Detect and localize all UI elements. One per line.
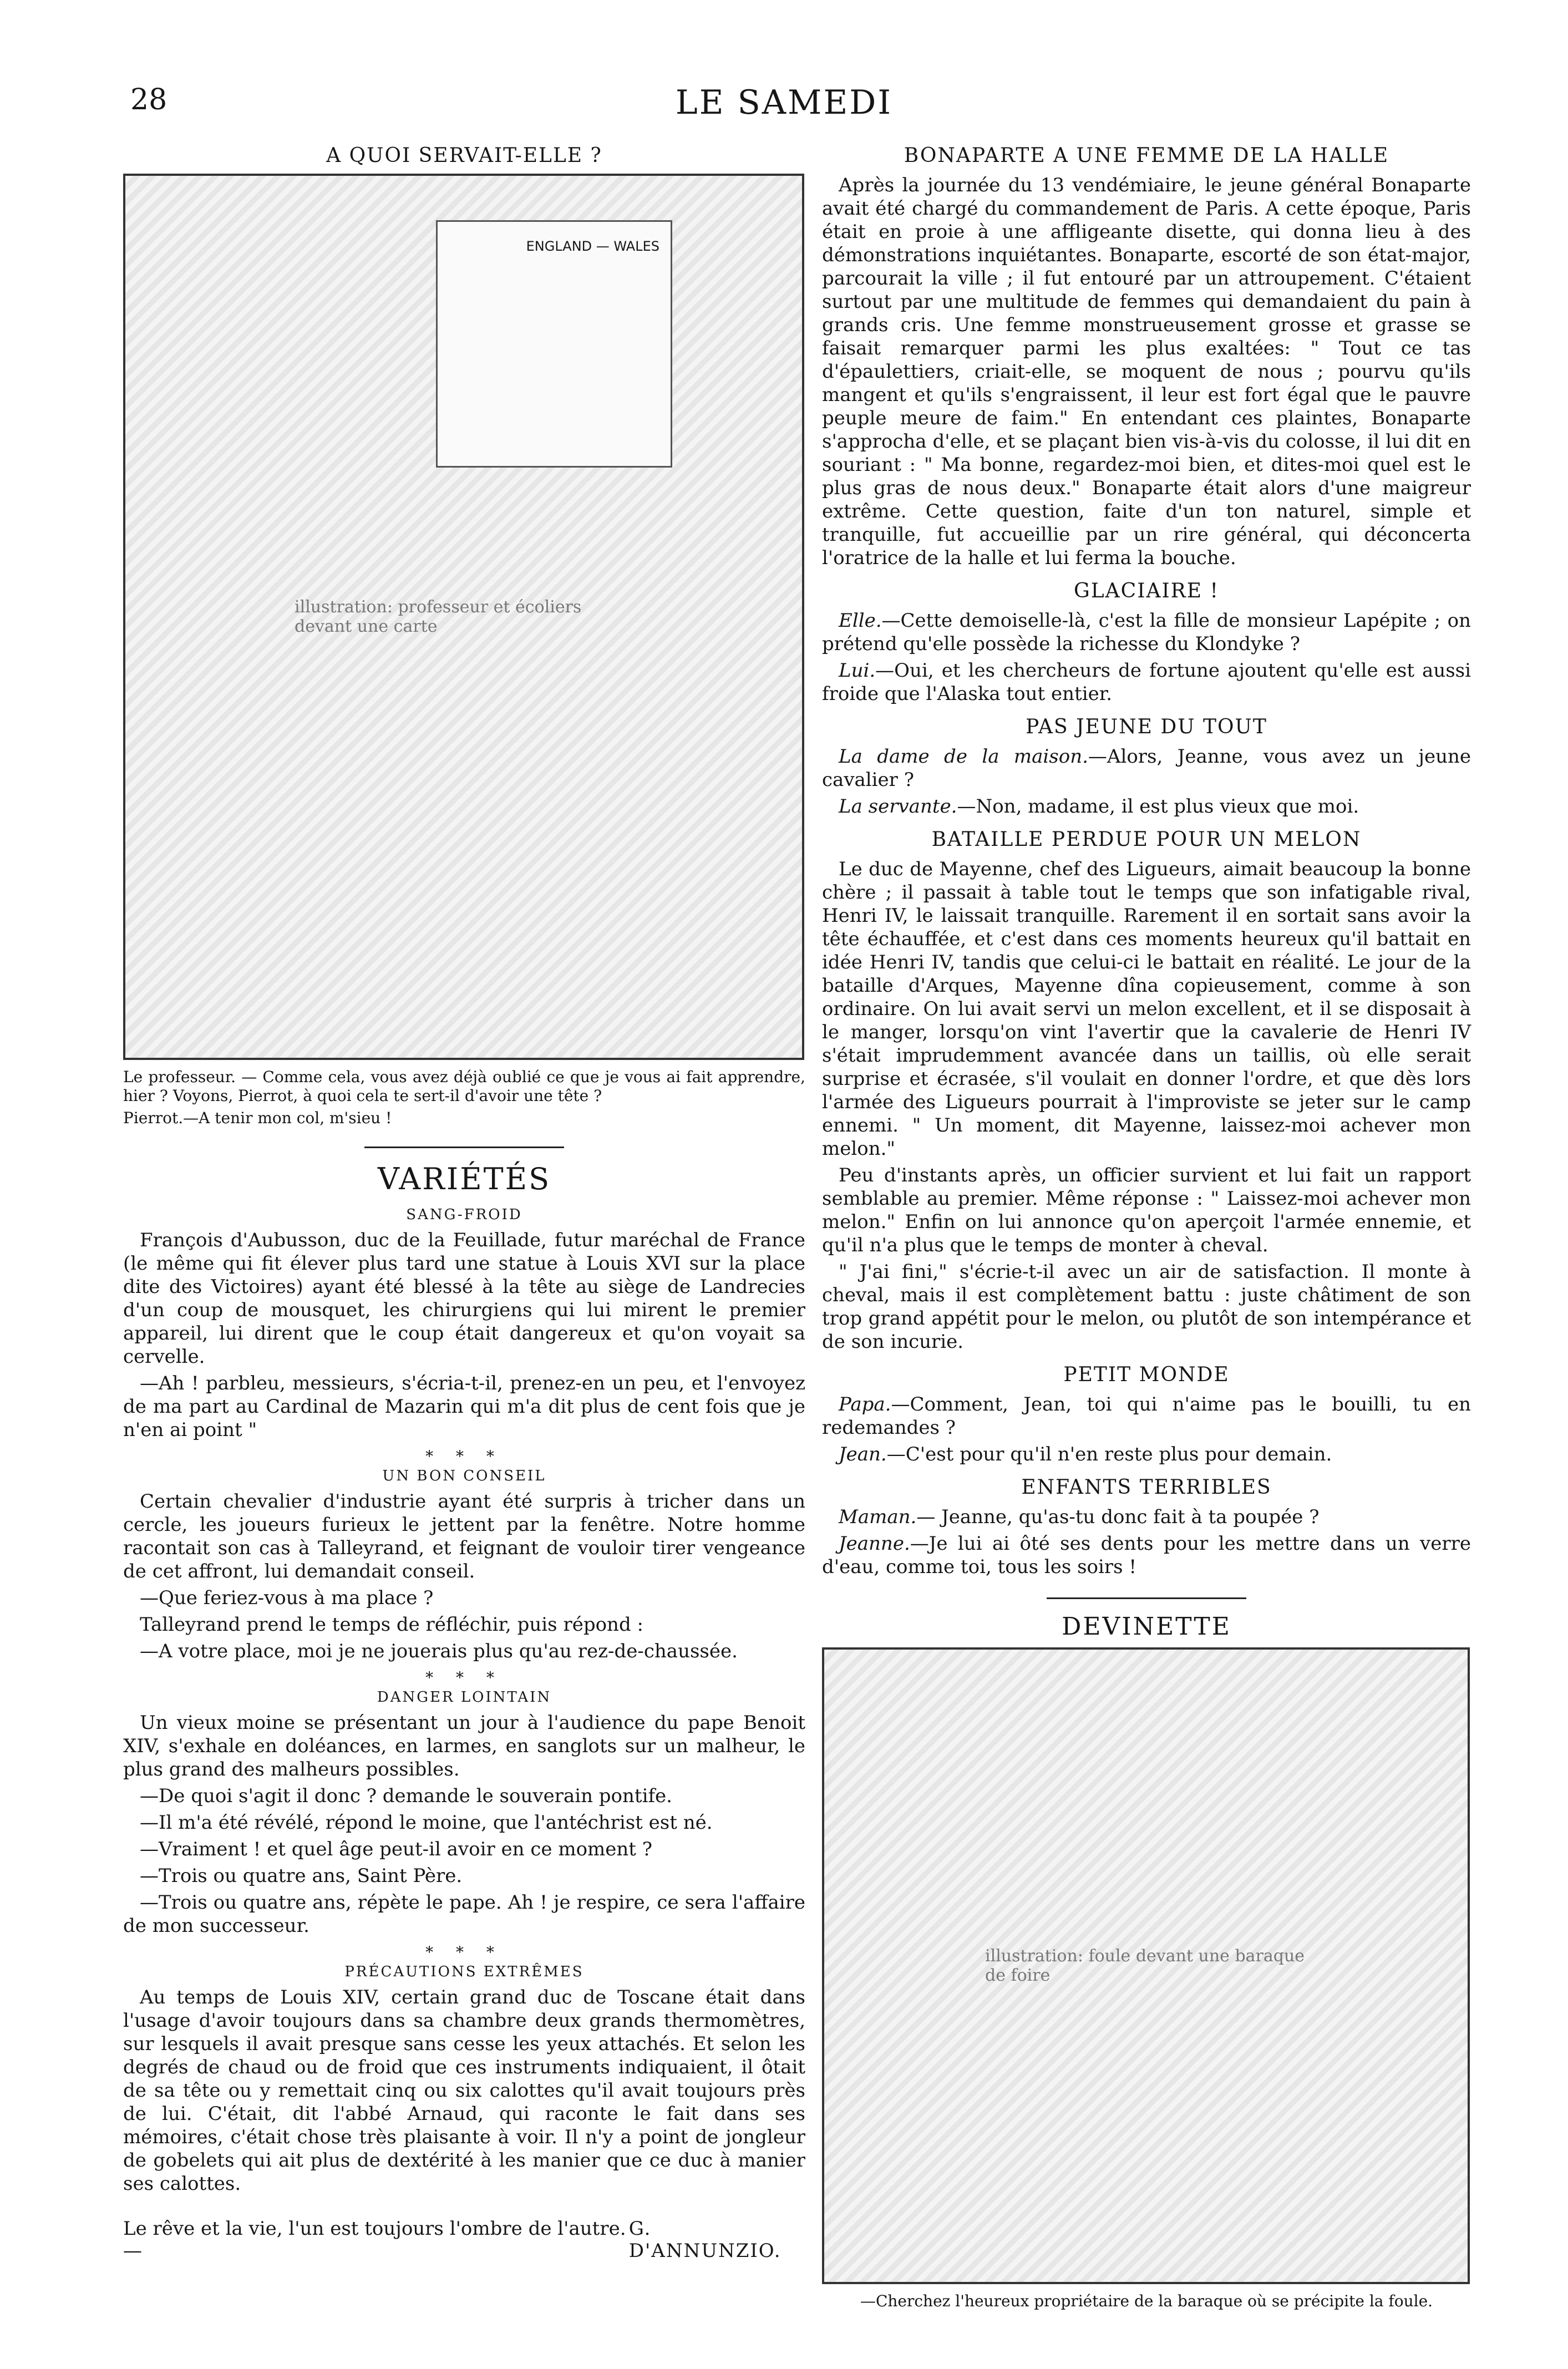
dialogue-text: —C'est pour qu'il n'en reste plus pour demain. — [886, 1443, 1332, 1465]
speaker: Jean. — [839, 1443, 887, 1465]
left-column — [123, 144, 805, 2262]
bon-conseil-line-3: Talleyrand prend le temps de réfléchir, puis répond : — [140, 1614, 643, 1636]
danger-lointain-title: DANGER LOINTAIN — [377, 1689, 552, 1706]
glaciaire-line-2 — [822, 659, 1471, 706]
speaker: Lui. — [839, 660, 876, 682]
petit-monde-title: PETIT MONDE — [1063, 1363, 1230, 1386]
glaciaire-title: GLACIAIRE ! — [1074, 580, 1219, 602]
caption-line-1: Le professeur. — Comme cela, vous avez déjà oublié ce que je vous ai fait apprendre, hier ? Voyons, Pierrot, à quoi cela te sert-il d'avoir une tête ? — [123, 1068, 805, 1105]
map-board — [436, 220, 672, 468]
masthead-title: LE SAMEDI — [675, 83, 893, 122]
bataille-paragraph-3: " J'ai fini," s'écrie-t-il avec un air de satisfaction. Il monte à cheval, mais il est complètement battu : juste châtiment de son trop grand appétit pour le melon, ou plutôt de son intempérance et de son incurie. — [822, 1261, 1471, 1353]
enfants-line-1 — [822, 1505, 1471, 1529]
bon-conseil-line-4: —A votre place, moi je ne jouerais plus qu'au rez-de-chaussée. — [140, 1640, 738, 1662]
bon-conseil-line-2: —Que feriez-vous à ma place ? — [140, 1587, 434, 1609]
dialogue-text: —Non, madame, il est plus vieux que moi. — [957, 795, 1359, 818]
speaker: Papa. — [839, 1393, 891, 1416]
bataille-title: BATAILLE PERDUE POUR UN MELON — [931, 828, 1362, 851]
map-label: ENGLAND — WALES — [526, 239, 659, 254]
pas-jeune-line-1 — [822, 745, 1471, 792]
dialogue-text: —Oui, et les chercheurs de fortune ajoutent qu'elle est aussi froide que l'Alaska tout entier. — [822, 660, 1471, 705]
cartoon-illustration — [123, 174, 804, 1060]
cartoon-image-label: illustration: professeur et écoliers devant une carte — [295, 597, 582, 636]
bataille-paragraph-2: Peu d'instants après, un officier survient et lui fait un rapport semblable au premier. Même réponse : " Laissez-moi achever mon melon." Enfin on lui annonce qu'on aperçoit l'armée ennemie, et qu'il n'a plus que le temps de monter à cheval. — [822, 1164, 1471, 1256]
pas-jeune-title: PAS JEUNE DU TOUT — [1026, 716, 1267, 738]
cartoon-title: A QUOI SERVAIT-ELLE ? — [326, 144, 602, 167]
bon-conseil-title: UN BON CONSEIL — [382, 1468, 546, 1484]
pas-jeune-line-2 — [822, 795, 1471, 818]
precautions-paragraph: Au temps de Louis XIV, certain grand duc de Toscane était dans l'usage d'avoir toujours dans sa chambre deux grands thermomètres, sur lesquels il avait presque sans cesse les yeux attachés. Et selon les degrés de chaud ou de froid que ces instruments indiquaient, il ôtait de sa tête ou y remettait cinq ou six calottes qu'il avait toujours près de lui. C'était, dit l'abbé Arnaud, qui raconte le fait dans ses mémoires, c'était chose très plaisante à voir. Il n'y a point de jongleur de gobelets qui ait plus de dextérité à les manier que ce duc à manier ses calottes. — [123, 1986, 805, 2195]
danger-lointain-line-3: —Il m'a été révélé, répond le moine, que l'antéchrist est né. — [140, 1812, 713, 1834]
right-column — [822, 144, 1471, 2310]
devinette-illustration — [822, 1647, 1470, 2284]
page-number: 28 — [130, 83, 168, 116]
separator-stars: * * * — [425, 1943, 503, 1961]
devinette-image-label: illustration: foule devant une baraque de foire — [985, 1946, 1305, 1985]
devinette-caption: —Cherchez l'heureux propriétaire de la baraque où se précipite la foule. — [860, 2292, 1433, 2310]
enfants-line-2 — [822, 1532, 1471, 1579]
section-divider — [364, 1147, 564, 1148]
glaciaire-line-1 — [822, 609, 1471, 656]
section-divider — [1047, 1597, 1246, 1599]
separator-stars: * * * — [425, 1447, 503, 1465]
petit-monde-line-2 — [822, 1443, 1471, 1466]
bon-conseil-paragraph: Certain chevalier d'industrie ayant été surpris à tricher dans un cercle, les joueurs furieux le jettent par la fenêtre. Notre homme racontait son cas à Talleyrand, et feignant de vouloir tirer vengeance de cet affront, lui demandait conseil. — [123, 1490, 805, 1582]
speaker: Elle. — [839, 610, 882, 632]
dialogue-text: — Jeanne, qu'as-tu donc fait à ta poupée ? — [916, 1506, 1320, 1528]
speaker: Jeanne. — [839, 1533, 910, 1555]
dialogue-text: —Je lui ai ôté ses dents pour les mettre dans un verre d'eau, comme toi, tous les soirs ! — [822, 1533, 1471, 1578]
danger-lointain-line-2: —De quoi s'agit il donc ? demande le souverain pontife. — [140, 1785, 672, 1807]
quote-text: Le rêve et la vie, l'un est toujours l'ombre de l'autre.— — [123, 2218, 626, 2262]
petit-monde-line-1 — [822, 1393, 1471, 1439]
speaker: Maman. — [839, 1506, 917, 1528]
quote-author: G. D'ANNUNZIO. — [628, 2218, 782, 2262]
sang-froid-dialogue: —Ah ! parbleu, messieurs, s'écria-t-il, prenez-en un peu, et l'envoyez de ma part au Cardinal de Mazarin qui m'a dit plus de cent fois que je n'en ai point " — [123, 1372, 805, 1441]
precautions-title: PRÉCAUTIONS EXTRÊMES — [344, 1964, 584, 1980]
dialogue-text: —Cette demoiselle-là, c'est la fille de monsieur Lapépite ; on prétend qu'elle possède la richesse du Klondyke ? — [822, 610, 1471, 655]
separator-stars: * * * — [425, 1668, 503, 1687]
bonaparte-paragraph: Après la journée du 13 vendémiaire, le jeune général Bonaparte avait été chargé du commandement de Paris. A cette époque, Paris était en proie à une affligeante disette, qui donna lieu à des démonstrations inquiétantes. Bonaparte, escorté de son état-major, parcourait la ville ; il fut entouré par un attroupement. C'étaient surtout par une multitude de femmes qui demandaient du pain à grands cris. Une femme monstrueusement grosse et grasse se faisait remarquer parmi les plus exaltées: " Tout ce tas d'épaulettiers, criait-elle, se moquent de nous ; pourvu qu'ils mangent et qu'ils s'engraissent, il leur est fort égal que le pauvre peuple meure de faim." En entendant ces plaintes, Bonaparte s'approcha d'elle, et se plaçant bien vis-à-vis du colosse, il lui dit en souriant : " Ma bonne, regardez-moi bien, et dites-moi quel est le plus gras de nous deux." Bonaparte était alors d'une maigreur extrême. Cette question, faite d'un ton naturel, simple et tranquille, fut accueillie par un rire général, qui déconcerta l'oratrice de la halle et lui ferma la bouche. — [822, 174, 1471, 569]
danger-lointain-line-5: —Trois ou quatre ans, Saint Père. — [140, 1865, 463, 1887]
dialogue-text: —Alors, Jeanne, vous avez un jeune cavalier ? — [822, 745, 1471, 791]
danger-lointain-line-4: —Vraiment ! et quel âge peut-il avoir en ce moment ? — [140, 1838, 653, 1860]
danger-lointain-line-6: —Trois ou quatre ans, répète le pape. Ah ! je respire, ce sera l'affaire de mon successeur. — [123, 1891, 805, 1937]
danger-lointain-paragraph: Un vieux moine se présentant un jour à l'audience du pape Benoit XIV, s'exhale en doléances, en larmes, en sanglots sur un malheur, le plus grand des malheurs possibles. — [123, 1712, 805, 1780]
quote-line — [123, 2218, 805, 2262]
devinette-title: DEVINETTE — [1062, 1612, 1231, 1641]
dialogue-text: —Comment, Jean, toi qui n'aime pas le bouilli, tu en redemandes ? — [822, 1393, 1471, 1439]
speaker: La dame de la maison. — [839, 745, 1088, 768]
cartoon-caption — [123, 1068, 805, 1128]
speaker: La servante. — [839, 795, 957, 818]
varietes-title: VARIÉTÉS — [377, 1161, 551, 1196]
caption-line-2: Pierrot.—A tenir mon col, m'sieu ! — [123, 1109, 392, 1127]
enfants-terribles-title: ENFANTS TERRIBLES — [1021, 1476, 1272, 1499]
bataille-paragraph-1: Le duc de Mayenne, chef des Ligueurs, aimait beaucoup la bonne chère ; il passait à table tout le temps que son infatigable rival, Henri IV, le laissait tranquille. Rarement il en sortait sans avoir la tête échauffée, et c'est dans ces moments heureux qu'il battait en idée Henri IV, tandis que celui-ci le battait en réalité. Le jour de la bataille d'Arques, Mayenne dîna copieusement, comme à son ordinaire. On lui avait servi un melon excellent, et il se disposait à le manger, lorsqu'on vint l'avertir que la cavalerie de Henri IV s'était imprudemment avancée dans un taillis, où elle serait surprise et écrasée, s'il voulait en donner l'ordre, et que dès lors l'armée des Ligueurs pourrait à l'improviste se jeter sur le camp ennemi. " Un moment, dit Mayenne, laissez-moi achever mon melon." — [822, 858, 1471, 1160]
bonaparte-title: BONAPARTE A UNE FEMME DE LA HALLE — [904, 144, 1389, 167]
sang-froid-paragraph: François d'Aubusson, duc de la Feuillade, futur maréchal de France (le même qui fit élever plus tard une statue à Louis XVI sur la place dite des Victoires) ayant été blessé à la tête au siège de Landrecies d'un coup de mousquet, les chirurgiens qui lui mirent le premier appareil, lui dirent que le coup était dangereux et qu'on voyait sa cervelle. — [123, 1229, 805, 1368]
sang-froid-title: SANG-FROID — [406, 1206, 522, 1223]
